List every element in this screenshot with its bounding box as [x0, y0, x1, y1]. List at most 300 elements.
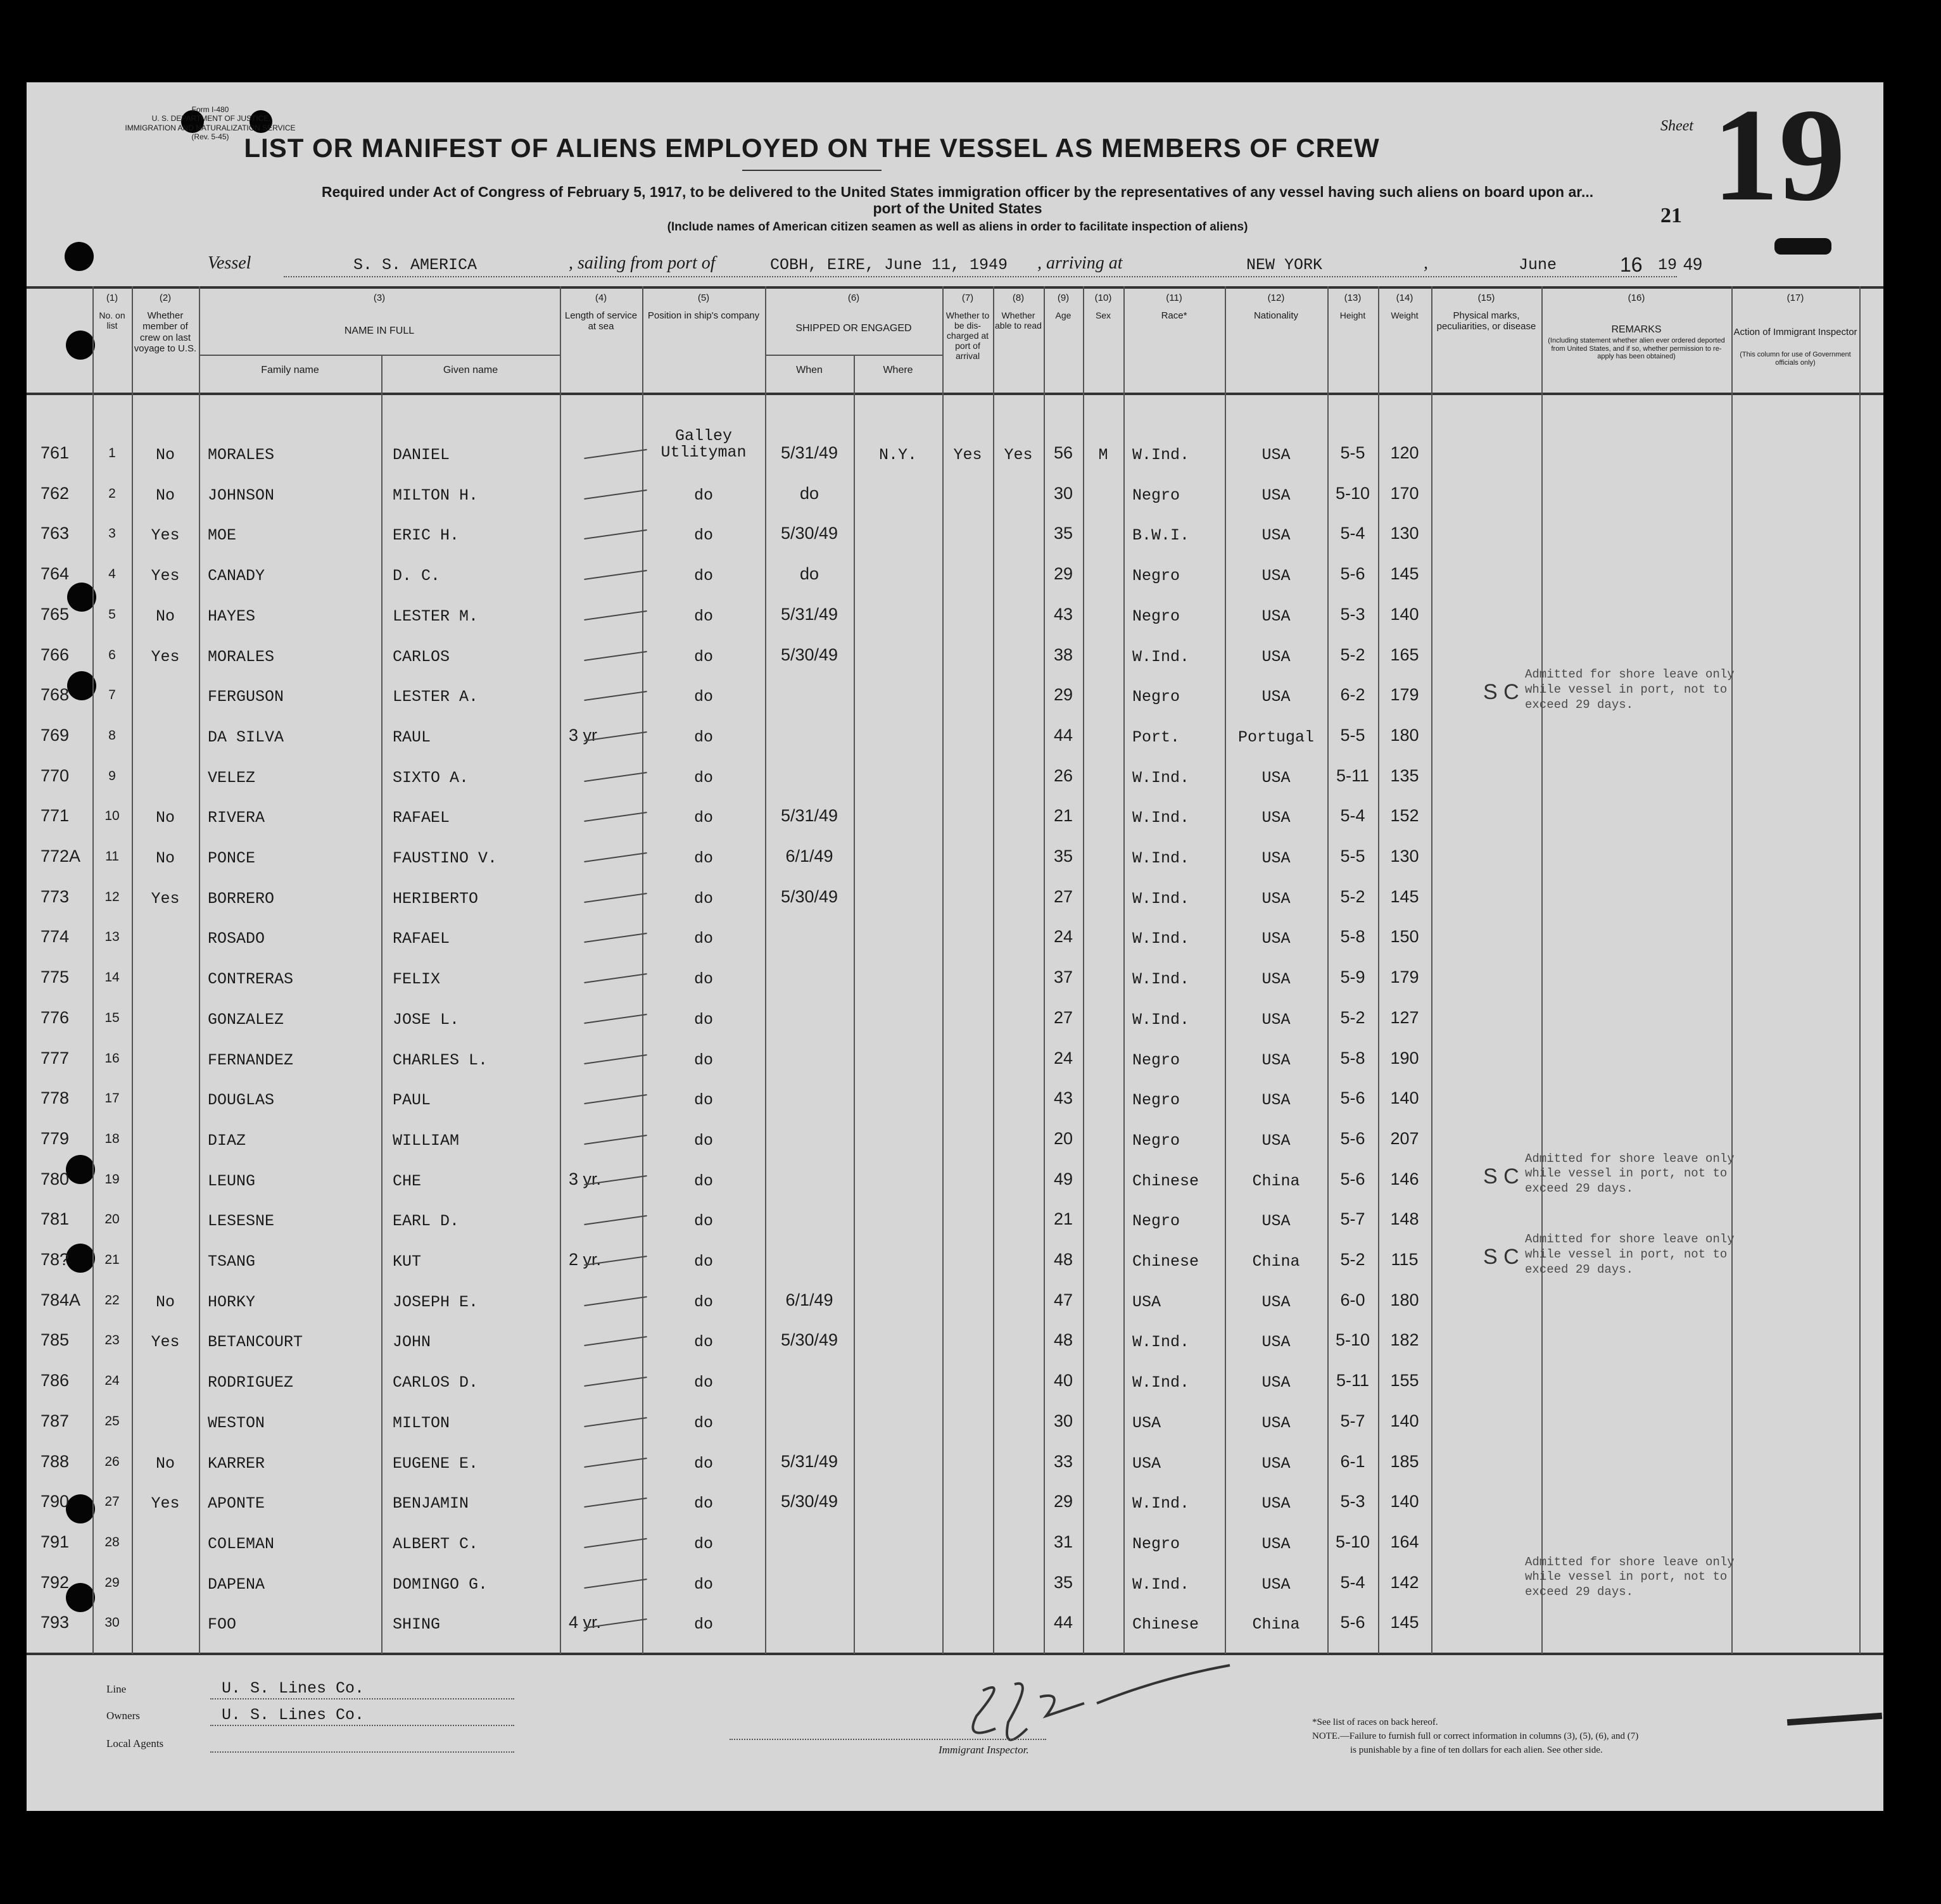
- cell-weight: 164: [1390, 1532, 1419, 1551]
- cell-when: 5/30/49: [780, 886, 838, 906]
- service-ditto-stroke: [584, 691, 647, 701]
- cell-race: W.Ind.: [1132, 446, 1190, 464]
- cell-height: 5-5: [1340, 725, 1365, 745]
- cell-seq: 775: [41, 968, 70, 987]
- cell-age: 24: [1053, 1048, 1073, 1068]
- cell-race: W.Ind.: [1132, 930, 1190, 949]
- column-header: Whether to be dis-charged at port of arrival: [945, 310, 990, 362]
- cell-position: do: [693, 1494, 713, 1513]
- cell-nationality: USA: [1261, 607, 1291, 626]
- service-ditto-stroke: [584, 529, 647, 539]
- cell-no: 6: [108, 647, 116, 662]
- cell-position: do: [693, 647, 713, 666]
- cell-seq: 770: [41, 766, 70, 785]
- cell-family: ROSADO: [208, 930, 265, 949]
- service-ditto-stroke: [584, 449, 647, 459]
- cell-nationality: USA: [1261, 1010, 1291, 1029]
- cell-age: 21: [1053, 806, 1073, 826]
- cell-no: 3: [108, 526, 116, 541]
- table-top-rule: [27, 286, 1883, 289]
- cell-position: do: [693, 1454, 713, 1473]
- cell-no: 5: [108, 607, 116, 622]
- cell-family: DA SILVA: [208, 728, 284, 747]
- vessel-name: S. S. AMERICA: [353, 256, 477, 274]
- cell-no: 4: [108, 567, 116, 582]
- cell-height: 5-3: [1340, 604, 1365, 624]
- punch-hole: [66, 331, 95, 360]
- cell-seq: 784A: [41, 1290, 81, 1309]
- cell-seq: 788: [41, 1451, 70, 1471]
- cell-weight: 145: [1390, 886, 1419, 906]
- cell-weight: 179: [1390, 685, 1419, 705]
- cell-seq: 763: [41, 524, 70, 543]
- cell-when: 5/30/49: [780, 524, 838, 543]
- cell-race: USA: [1132, 1413, 1161, 1432]
- cell-height: 6-1: [1340, 1451, 1365, 1471]
- cell-service: 3 yr.: [569, 1169, 602, 1188]
- cell-position: do: [693, 607, 713, 626]
- cell-age: 43: [1053, 1088, 1073, 1108]
- subtitle-2: port of the United States: [873, 200, 1042, 217]
- table-row: [27, 558, 1883, 598]
- cell-height: 5-8: [1340, 927, 1365, 947]
- service-ditto-stroke: [584, 1215, 647, 1225]
- cell-no: 26: [104, 1454, 120, 1469]
- line-rule: [210, 1698, 514, 1699]
- vessel-line: [208, 253, 1728, 279]
- cell-height: 5-6: [1340, 1169, 1365, 1188]
- service-ditto-stroke: [584, 570, 647, 580]
- column-number: (13): [1344, 293, 1362, 303]
- cell-family: GONZALEZ: [208, 1010, 284, 1029]
- table-row: [27, 840, 1883, 881]
- column-header: Weight: [1391, 310, 1419, 320]
- cell-seq: 792: [41, 1572, 70, 1592]
- cell-weight: 140: [1390, 604, 1419, 624]
- cell-nationality: USA: [1261, 1534, 1291, 1553]
- cell-height: 5-11: [1336, 1371, 1370, 1390]
- cell-weight: 179: [1390, 968, 1419, 987]
- column-number: (1): [106, 293, 118, 303]
- cell-read: Yes: [1004, 446, 1033, 464]
- cell-age: 29: [1053, 1492, 1073, 1511]
- cell-given: MILTON: [393, 1413, 450, 1432]
- service-ditto-stroke: [584, 651, 647, 661]
- cell-nationality: USA: [1261, 930, 1291, 949]
- cell-when: 5/30/49: [780, 1330, 838, 1350]
- service-ditto-stroke: [584, 1579, 647, 1589]
- cell-position: do: [693, 930, 713, 949]
- cell-weight: 120: [1390, 443, 1419, 462]
- table-row: [27, 1324, 1883, 1365]
- cell-position: do: [693, 1171, 713, 1190]
- cell-age: 21: [1053, 1209, 1073, 1229]
- table-row: [27, 881, 1883, 921]
- cell-weight: 140: [1390, 1411, 1419, 1430]
- cell-height: 5-2: [1340, 1007, 1365, 1027]
- cell-weight: 146: [1390, 1169, 1419, 1188]
- cell-age: 49: [1053, 1169, 1073, 1188]
- cell-seq: 773: [41, 886, 70, 906]
- cell-when: 5/31/49: [780, 806, 838, 826]
- cell-service: 4 yr.: [569, 1613, 602, 1632]
- cell-nationality: USA: [1261, 1292, 1291, 1311]
- cell-position: do: [693, 1010, 713, 1029]
- cell-no: 9: [108, 768, 116, 783]
- cell-race: Negro: [1132, 1050, 1180, 1069]
- remark-initials: S C: [1483, 680, 1519, 705]
- cell-height: 6-2: [1340, 685, 1365, 705]
- service-ditto-stroke: [584, 1458, 647, 1468]
- cell-weight: 185: [1390, 1451, 1419, 1471]
- cell-family: CANADY: [208, 567, 265, 586]
- cell-given: EUGENE E.: [393, 1454, 479, 1473]
- cell-family: BETANCOURT: [208, 1333, 303, 1352]
- cell-seq: 78?: [41, 1250, 70, 1269]
- service-ditto-stroke: [584, 1094, 647, 1104]
- cell-race: W.Ind.: [1132, 809, 1190, 828]
- cell-age: 26: [1053, 766, 1073, 785]
- column-header: No. on list: [99, 310, 125, 331]
- cell-family: WESTON: [208, 1413, 265, 1432]
- cell-seq: 765: [41, 604, 70, 624]
- line-value: U. S. Lines Co.: [222, 1679, 365, 1698]
- cell-nationality: USA: [1261, 1131, 1291, 1150]
- cell-nationality: USA: [1261, 567, 1291, 586]
- cell-seq: 781: [41, 1209, 70, 1229]
- cell-age: 43: [1053, 604, 1073, 624]
- arriving-port: NEW YORK: [1246, 256, 1323, 274]
- table-row: [27, 598, 1883, 639]
- cell-prev: No: [155, 486, 175, 505]
- cell-family: JOHNSON: [208, 486, 275, 505]
- table-row: [27, 719, 1883, 760]
- cell-height: 5-7: [1340, 1209, 1365, 1229]
- column-header: Whether able to read: [995, 310, 1042, 331]
- cell-nationality: USA: [1261, 1454, 1291, 1473]
- cell-race: Negro: [1132, 688, 1180, 707]
- cell-position: do: [693, 688, 713, 707]
- cell-seq: 762: [41, 483, 70, 503]
- cell-prev: No: [155, 1454, 175, 1473]
- cell-position: do: [693, 1292, 713, 1311]
- cell-height: 5-11: [1336, 766, 1370, 785]
- line-label: Line: [106, 1683, 127, 1695]
- vessel-label: Vessel: [208, 253, 251, 273]
- cell-seq: 785: [41, 1330, 70, 1350]
- cell-race: Negro: [1132, 1131, 1180, 1150]
- cell-position: do: [693, 809, 713, 828]
- cell-given: DANIEL: [393, 446, 450, 464]
- inspector-label: Immigrant Inspector.: [939, 1744, 1029, 1756]
- cell-family: MOE: [208, 526, 237, 545]
- cell-weight: 182: [1390, 1330, 1419, 1350]
- cell-sex: M: [1098, 446, 1108, 464]
- arrival-year-prefix: 19: [1658, 256, 1678, 274]
- service-ditto-stroke: [584, 1135, 647, 1145]
- cell-height: 5-2: [1340, 645, 1365, 664]
- sheet-sub-number: 21: [1660, 204, 1682, 227]
- cell-when: 5/30/49: [780, 1492, 838, 1511]
- cell-height: 5-6: [1340, 1128, 1365, 1148]
- cell-weight: 145: [1390, 1613, 1419, 1632]
- table-row: [27, 517, 1883, 558]
- column-subheader: Where: [883, 365, 913, 375]
- cell-family: VELEZ: [208, 768, 256, 787]
- cell-race: W.Ind.: [1132, 849, 1190, 867]
- cell-seq: 766: [41, 645, 70, 664]
- cell-race: Chinese: [1132, 1252, 1199, 1271]
- cell-race: W.Ind.: [1132, 970, 1190, 989]
- service-ditto-stroke: [584, 973, 647, 983]
- cell-nationality: USA: [1261, 849, 1291, 867]
- cell-race: W.Ind.: [1132, 1373, 1190, 1392]
- cell-race: Negro: [1132, 1534, 1180, 1553]
- cell-height: 5-6: [1340, 564, 1365, 584]
- cell-given: EARL D.: [393, 1212, 460, 1231]
- cell-family: LESESNE: [208, 1212, 275, 1231]
- column-header: SHIPPED OR ENGAGED: [795, 323, 912, 334]
- cell-no: 22: [104, 1292, 120, 1308]
- cell-position: do: [693, 1575, 713, 1594]
- cell-given: FELIX: [393, 970, 441, 989]
- cell-family: DOUGLAS: [208, 1091, 275, 1110]
- cell-position: do: [693, 1050, 713, 1069]
- sailing-label: , sailing from port of: [569, 253, 716, 273]
- cell-height: 5-6: [1340, 1088, 1365, 1108]
- cell-no: 27: [104, 1494, 120, 1510]
- cell-prev: No: [155, 849, 175, 867]
- column-header: NAME IN FULL: [344, 325, 415, 336]
- column-subheader: Family name: [261, 365, 319, 375]
- table-row: [27, 1365, 1883, 1405]
- cell-no: 28: [104, 1534, 120, 1549]
- cell-given: D. C.: [393, 567, 441, 586]
- cell-no: 30: [104, 1615, 120, 1630]
- cell-nationality: USA: [1261, 1091, 1291, 1110]
- cell-nationality: USA: [1261, 970, 1291, 989]
- cell-family: KARRER: [208, 1454, 265, 1473]
- cell-height: 5-3: [1340, 1492, 1365, 1511]
- cell-when: 6/1/49: [785, 1290, 833, 1309]
- cell-family: FERGUSON: [208, 688, 284, 707]
- cell-nationality: USA: [1261, 1373, 1291, 1392]
- cell-no: 25: [104, 1413, 120, 1428]
- cell-seq: 780: [41, 1169, 70, 1188]
- sheet-number: 19: [1712, 82, 1845, 229]
- cell-weight: 180: [1390, 725, 1419, 745]
- cell-weight: 142: [1390, 1572, 1419, 1592]
- cell-given: CHE: [393, 1171, 422, 1190]
- name-subheader-rule: [199, 355, 560, 356]
- cell-prev: No: [155, 607, 175, 626]
- cell-nationality: USA: [1261, 1413, 1291, 1432]
- cell-discharged: Yes: [953, 446, 982, 464]
- form-service: IMMIGRATION AND NATURALIZATION SERVICE: [125, 123, 296, 132]
- cell-race: W.Ind.: [1132, 1333, 1190, 1352]
- page-title: LIST OR MANIFEST OF ALIENS EMPLOYED ON THE VESSEL AS MEMBERS OF CREW: [244, 133, 1380, 163]
- cell-position: do: [693, 849, 713, 867]
- remark-text: Admitted for shore leave only while vessel in port, not to exceed 29 days.: [1525, 1151, 1735, 1196]
- service-ditto-stroke: [584, 1417, 647, 1427]
- cell-prev: Yes: [151, 647, 180, 666]
- cell-no: 7: [108, 688, 116, 703]
- note-races: *See list of races on back hereof.: [1312, 1717, 1438, 1727]
- cell-race: W.Ind.: [1132, 768, 1190, 787]
- column-number: (6): [847, 293, 860, 303]
- cell-given: SIXTO A.: [393, 768, 469, 787]
- remark-text: Admitted for shore leave only while vessel in port, not to exceed 29 days.: [1525, 1554, 1735, 1599]
- service-ditto-stroke: [584, 933, 647, 943]
- owners-label: Owners: [106, 1710, 140, 1722]
- cell-race: Port.: [1132, 728, 1180, 747]
- cell-seq: 761: [41, 443, 70, 462]
- cell-age: 27: [1053, 886, 1073, 906]
- cell-age: 20: [1053, 1128, 1073, 1148]
- cell-nationality: USA: [1261, 486, 1291, 505]
- form-edition: (Rev. 5-45): [191, 132, 229, 142]
- owners-rule: [210, 1725, 514, 1726]
- cell-no: 20: [104, 1212, 120, 1227]
- table-row: [27, 1002, 1883, 1042]
- service-ditto-stroke: [584, 1054, 647, 1064]
- cell-race: Negro: [1132, 1091, 1180, 1110]
- cell-weight: 207: [1390, 1128, 1419, 1148]
- cell-age: 48: [1053, 1330, 1073, 1350]
- cell-race: B.W.I.: [1132, 526, 1190, 545]
- cell-position: do: [693, 1373, 713, 1392]
- table-row: [27, 800, 1883, 840]
- cell-seq: 793: [41, 1613, 70, 1632]
- arrival-month: June: [1519, 256, 1557, 274]
- cell-no: 8: [108, 728, 116, 743]
- cell-nationality: USA: [1261, 1575, 1291, 1594]
- cell-seq: 776: [41, 1007, 70, 1027]
- cell-age: 47: [1053, 1290, 1073, 1309]
- cell-position: do: [693, 526, 713, 545]
- service-ditto-stroke: [584, 1014, 647, 1024]
- cell-age: 27: [1053, 1007, 1073, 1027]
- inspector-rule: [730, 1739, 1046, 1740]
- sailing-port: COBH, EIRE, June 11, 1949: [770, 256, 1008, 274]
- cell-prev: Yes: [151, 1333, 180, 1352]
- cell-weight: 165: [1390, 645, 1419, 664]
- table-row: [27, 921, 1883, 961]
- cell-given: RAFAEL: [393, 930, 450, 949]
- cell-weight: 190: [1390, 1048, 1419, 1068]
- cell-no: 15: [104, 1010, 120, 1025]
- sheet-label: Sheet: [1660, 118, 1693, 134]
- table-row: [27, 760, 1883, 800]
- cell-given: JOSEPH E.: [393, 1292, 479, 1311]
- column-header: Sex: [1095, 310, 1111, 320]
- cell-height: 5-10: [1335, 1532, 1370, 1551]
- cell-no: 23: [104, 1333, 120, 1348]
- cell-no: 29: [104, 1575, 120, 1590]
- column-number: (8): [1012, 293, 1025, 303]
- cell-race: Negro: [1132, 486, 1180, 505]
- table-row: [27, 477, 1883, 518]
- cell-given: CARLOS D.: [393, 1373, 479, 1392]
- column-number: (4): [595, 293, 607, 303]
- cell-age: 24: [1053, 927, 1073, 947]
- column-number: (15): [1477, 293, 1495, 303]
- cell-weight: 150: [1390, 927, 1419, 947]
- cell-weight: 130: [1390, 847, 1419, 866]
- table-row: [27, 1485, 1883, 1526]
- service-ditto-stroke: [584, 772, 647, 782]
- cell-family: CONTRERAS: [208, 970, 294, 989]
- column-number: (5): [697, 293, 710, 303]
- service-ditto-stroke: [584, 1497, 647, 1508]
- cell-nationality: USA: [1261, 1333, 1291, 1352]
- cell-given: MILTON H.: [393, 486, 479, 505]
- cell-no: 16: [104, 1050, 120, 1066]
- cell-race: W.Ind.: [1132, 1010, 1190, 1029]
- cell-position: do: [693, 1091, 713, 1110]
- cell-where: N.Y.: [878, 446, 917, 464]
- cell-seq: 777: [41, 1048, 70, 1068]
- margin-mark: [1774, 238, 1831, 255]
- cell-given: FAUSTINO V.: [393, 849, 498, 867]
- cell-weight: 115: [1391, 1250, 1419, 1269]
- cell-family: TSANG: [208, 1252, 256, 1271]
- cell-age: 40: [1053, 1371, 1073, 1390]
- cell-nationality: Portugal: [1237, 728, 1315, 747]
- cell-given: WILLIAM: [393, 1131, 460, 1150]
- cell-no: 14: [104, 970, 120, 985]
- cell-family: LEUNG: [208, 1171, 256, 1190]
- cell-no: 17: [104, 1091, 120, 1106]
- cell-prev: Yes: [151, 567, 180, 586]
- cell-weight: 130: [1390, 524, 1419, 543]
- service-ditto-stroke: [584, 610, 647, 621]
- cell-age: 30: [1053, 483, 1073, 503]
- cell-age: 35: [1053, 1572, 1073, 1592]
- cell-race: W.Ind.: [1132, 1494, 1190, 1513]
- cell-seq: 787: [41, 1411, 70, 1430]
- cell-no: 18: [104, 1131, 120, 1146]
- table-row: [27, 1405, 1883, 1446]
- cell-seq: 772A: [41, 847, 81, 866]
- form-id: Form I-480: [191, 105, 229, 114]
- cell-age: 29: [1053, 564, 1073, 584]
- column-number: (11): [1166, 293, 1182, 303]
- owners-value: U. S. Lines Co.: [222, 1706, 365, 1724]
- cell-seq: 771: [41, 806, 70, 826]
- cell-race: Chinese: [1132, 1171, 1199, 1190]
- cell-height: 5-6: [1340, 1613, 1365, 1632]
- cell-position: Galley Utlityman: [661, 427, 747, 462]
- cell-age: 38: [1053, 645, 1073, 664]
- cell-height: 5-4: [1340, 524, 1365, 543]
- agents-rule: [210, 1751, 514, 1753]
- cell-nationality: USA: [1261, 809, 1291, 828]
- manifest-sheet: [27, 82, 1883, 1811]
- cell-race: W.Ind.: [1132, 889, 1190, 908]
- cell-seq: 769: [41, 725, 70, 745]
- cell-position: do: [693, 1534, 713, 1553]
- cell-given: CHARLES L.: [393, 1050, 488, 1069]
- cell-position: do: [693, 889, 713, 908]
- table-row: [27, 1606, 1883, 1647]
- subtitle-1: Required under Act of Congress of February 5, 1917, to be delivered to the United States immigration officer by the representatives of any vessel having such aliens on board upon ar...: [321, 184, 1594, 200]
- cell-position: do: [693, 567, 713, 586]
- column-subheader: When: [796, 365, 823, 375]
- cell-given: LESTER A.: [393, 688, 479, 707]
- cell-prev: No: [155, 1292, 175, 1311]
- cell-height: 5-5: [1340, 443, 1365, 462]
